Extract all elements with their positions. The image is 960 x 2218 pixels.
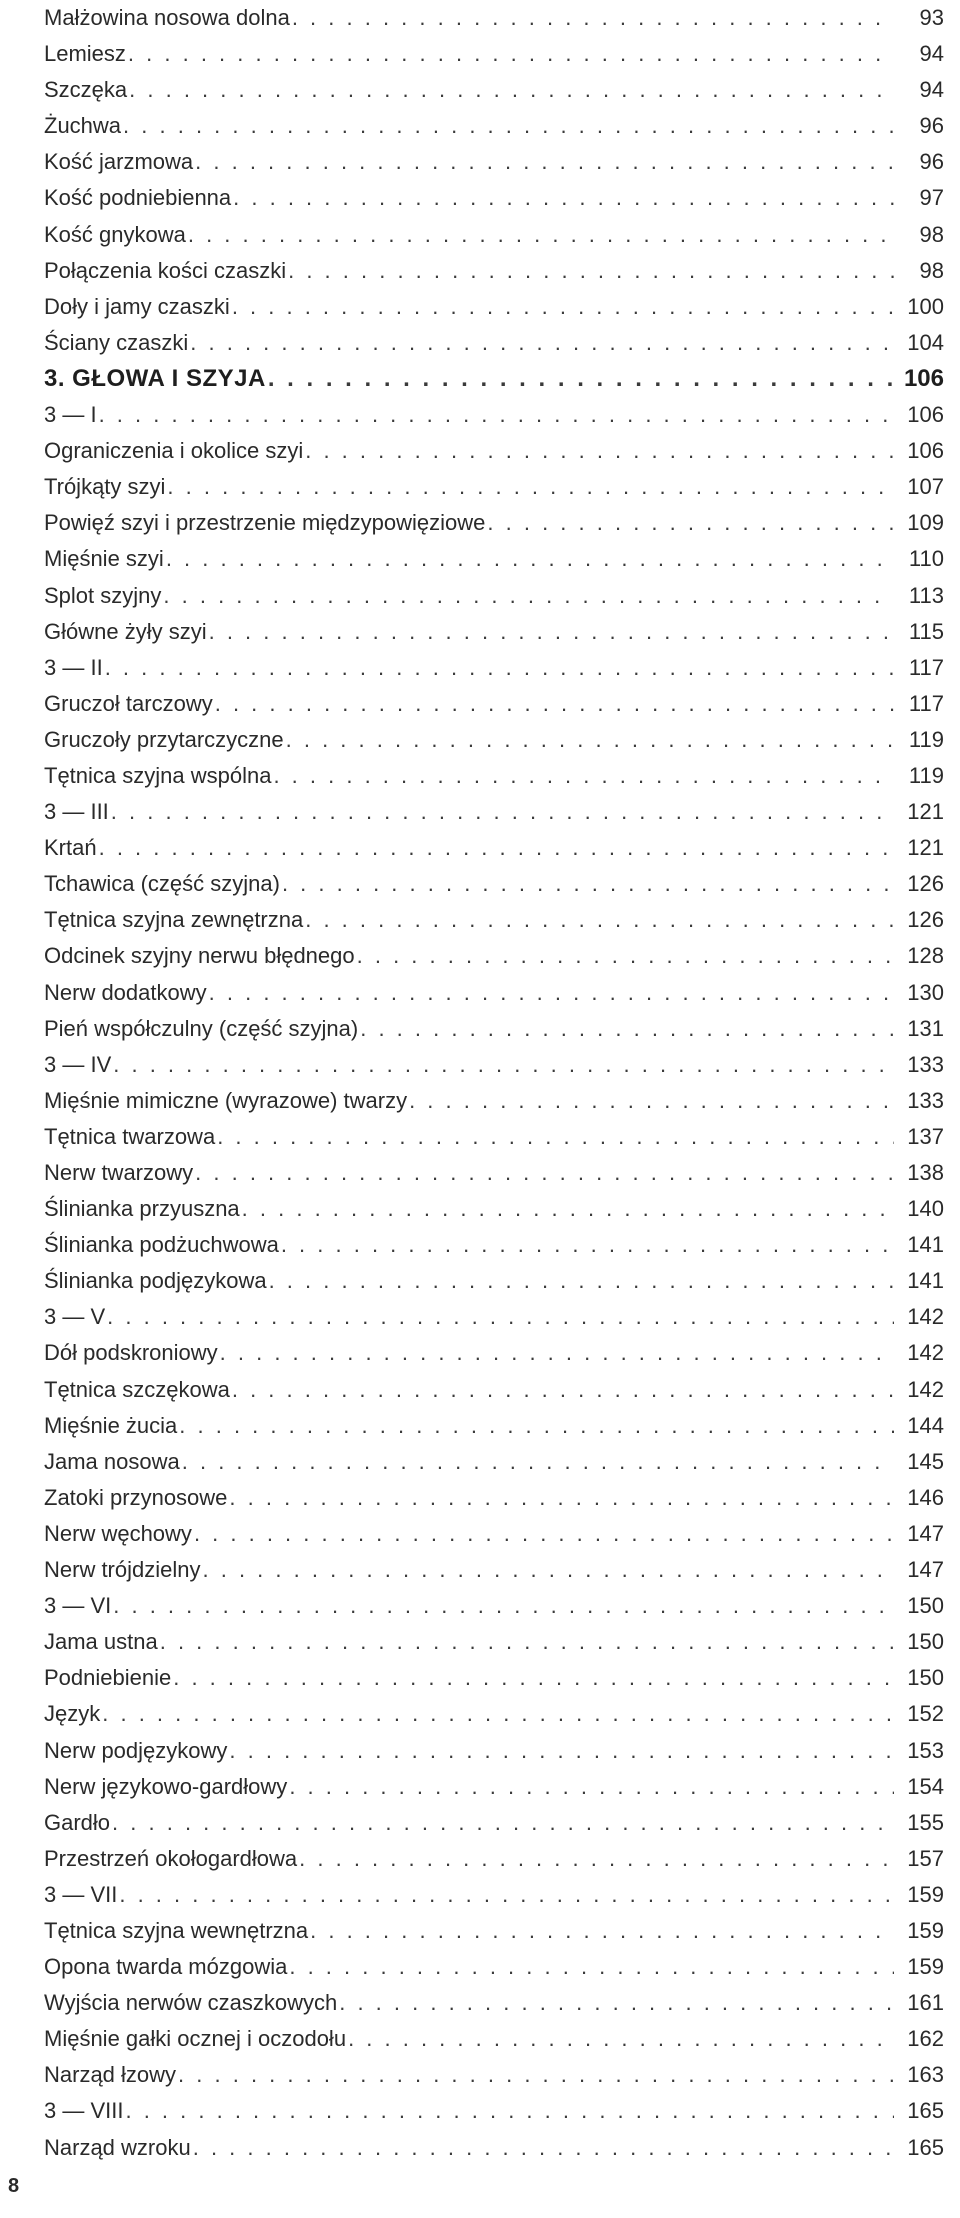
toc-entry-title: 3 — I	[44, 402, 97, 428]
toc-entry-title: Tętnica szyjna wewnętrzna	[44, 1917, 309, 1943]
toc-entry-title: Główne żyły szyi	[44, 618, 207, 644]
toc-entry-page: 165	[907, 2134, 944, 2160]
toc-entry-page: 131	[907, 1015, 944, 1041]
toc-entry-title: Nerw dodatkowy	[44, 979, 207, 1005]
dot-leader	[273, 758, 894, 794]
toc-entry-title: Mięśnie mimiczne (wyrazowe) twarzy	[44, 1087, 408, 1113]
toc-entry-page: 162	[907, 2026, 944, 2052]
dot-leader	[217, 1119, 894, 1155]
dot-leader	[125, 2093, 894, 2129]
toc-entry-title: Narząd wzroku	[44, 2134, 191, 2160]
dot-leader	[119, 1877, 894, 1913]
toc-entry-title: Krtań	[44, 835, 97, 861]
toc-entry	[44, 1480, 944, 1516]
toc-entry-page: 96	[919, 149, 944, 175]
toc-entry-page: 121	[907, 799, 944, 825]
toc-entry-page: 141	[907, 1232, 944, 1258]
toc-entry-page: 150	[907, 1629, 944, 1655]
dot-leader	[360, 1011, 894, 1047]
toc-entry	[44, 1733, 944, 1769]
toc-entry-page: 97	[919, 185, 944, 211]
toc-entry-page: 110	[908, 546, 944, 572]
toc-entry-title: Język	[44, 1701, 101, 1727]
toc-entry	[44, 902, 944, 938]
toc-entry	[44, 650, 944, 686]
toc-entry-page: 96	[919, 113, 944, 139]
toc-entry	[44, 1588, 944, 1624]
dot-leader	[288, 253, 894, 289]
dot-leader	[112, 1805, 894, 1841]
toc-entry-title: Mięśnie żucia	[44, 1412, 178, 1438]
dot-leader	[203, 1552, 895, 1588]
toc-entry-title: Szczęka	[44, 77, 128, 103]
toc-entry-page: 106	[907, 438, 944, 464]
toc-entry	[44, 144, 944, 180]
toc-entry	[44, 1155, 944, 1191]
toc-entry-title: Zatoki przynosowe	[44, 1484, 228, 1510]
toc-entry-page: 145	[907, 1448, 944, 1474]
toc-entry	[44, 722, 944, 758]
toc-entry-page: 141	[907, 1268, 944, 1294]
toc-entry-page: 126	[907, 871, 944, 897]
toc-entry-title: Podniebienie	[44, 1665, 172, 1691]
toc-entry-page: 153	[907, 1737, 944, 1763]
toc-entry-page: 119	[908, 762, 944, 788]
toc-entry-title: Przestrzeń okołogardłowa	[44, 1845, 298, 1871]
dot-leader	[107, 1299, 894, 1335]
toc-entry	[44, 1335, 944, 1371]
toc-entry	[44, 938, 944, 974]
toc-entry	[44, 1985, 944, 2021]
table-of-contents	[44, 0, 944, 2166]
toc-entry-page: 117	[908, 654, 944, 680]
toc-entry-title: Nerw podjęzykowy	[44, 1737, 228, 1763]
toc-entry-page: 137	[907, 1123, 944, 1149]
dot-leader	[281, 1227, 894, 1263]
toc-entry-page: 152	[907, 1701, 944, 1727]
toc-entry-page: 147	[907, 1557, 944, 1583]
toc-entry-page: 133	[907, 1087, 944, 1113]
toc-entry	[44, 1083, 944, 1119]
dot-leader	[348, 2021, 894, 2057]
toc-entry-title: Pień współczulny (część szyjna)	[44, 1015, 359, 1041]
toc-entry-page: 117	[908, 690, 944, 716]
dot-leader	[233, 180, 894, 216]
page-number: 8	[8, 2175, 20, 2197]
dot-leader	[179, 1408, 894, 1444]
toc-entry-title: Mięśnie gałki ocznej i oczodołu	[44, 2026, 347, 2052]
toc-entry-page: 119	[908, 726, 944, 752]
toc-entry-page: 146	[907, 1484, 944, 1510]
toc-entry-title: Gardło	[44, 1809, 111, 1835]
toc-entry-title: Małżowina nosowa dolna	[44, 5, 290, 30]
toc-entry-title: Gruczoły przytarczyczne	[44, 726, 284, 752]
toc-entry	[44, 1841, 944, 1877]
toc-entry-title: 3 — III	[44, 799, 109, 825]
toc-entry-title: Kość gnykowa	[44, 221, 186, 247]
toc-entry-page: 150	[907, 1593, 944, 1619]
toc-entry-title: Nerw językowo-gardłowy	[44, 1773, 288, 1799]
toc-entry	[44, 866, 944, 902]
dot-leader	[102, 1696, 894, 1732]
toc-entry	[44, 975, 944, 1011]
dot-leader	[160, 1624, 894, 1660]
toc-entry-page: 147	[907, 1520, 944, 1546]
dot-leader	[99, 830, 894, 866]
toc-entry-page: 133	[907, 1051, 944, 1077]
toc-entry-title: Mięśnie szyi	[44, 546, 164, 572]
toc-entry-title: Żuchwa	[44, 113, 122, 139]
dot-leader	[128, 36, 894, 72]
toc-entry	[44, 1552, 944, 1588]
dot-leader	[229, 1733, 894, 1769]
toc-entry-page: 104	[907, 329, 944, 355]
toc-entry	[44, 1119, 944, 1155]
dot-leader	[289, 1949, 894, 1985]
dot-leader	[111, 794, 894, 830]
toc-entry-title: 3 — V	[44, 1304, 106, 1330]
toc-entry	[44, 1624, 944, 1660]
toc-entry	[44, 1913, 944, 1949]
toc-entry	[44, 505, 944, 541]
toc-entry-page: 159	[907, 1917, 944, 1943]
toc-entry-page: 161	[907, 1990, 944, 2016]
toc-entry	[44, 253, 944, 289]
dot-leader	[282, 866, 894, 902]
toc-entry	[44, 1011, 944, 1047]
toc-entry-title: Ślinianka podżuchwowa	[44, 1232, 279, 1258]
toc-entry-title: Doły i jamy czaszki	[44, 293, 230, 319]
dot-leader	[195, 144, 894, 180]
dot-leader	[163, 578, 894, 614]
dot-leader	[292, 0, 894, 36]
dot-leader	[305, 902, 894, 938]
dot-leader	[286, 722, 894, 758]
toc-entry-page: 142	[907, 1304, 944, 1330]
toc-entry-title: Jama ustna	[44, 1629, 158, 1655]
toc-entry-title: Narząd łzowy	[44, 2062, 177, 2088]
toc-entry-title: Powięź szyi i przestrzenie międzypowięziowe	[44, 510, 486, 536]
toc-entry-title: 3 — VIII	[44, 2098, 124, 2124]
toc-entry-page: 159	[907, 1881, 944, 1907]
toc-entry	[44, 1191, 944, 1227]
toc-entry	[44, 0, 944, 36]
toc-entry-page: 159	[907, 1954, 944, 1980]
toc-entry-title: Tętnica szyjna wspólna	[44, 762, 272, 788]
toc-entry	[44, 2057, 944, 2093]
toc-entry	[44, 72, 944, 108]
toc-entry-title: Ściany czaszki	[44, 329, 189, 355]
toc-entry	[44, 758, 944, 794]
toc-entry	[44, 1408, 944, 1444]
toc-entry	[44, 2130, 944, 2166]
toc-entry	[44, 830, 944, 866]
toc-entry-page: 138	[907, 1160, 944, 1185]
toc-entry	[44, 433, 944, 469]
toc-entry-title: Wyjścia nerwów czaszkowych	[44, 1990, 338, 2016]
dot-leader	[178, 2057, 894, 2093]
toc-entry-title: 3 — II	[44, 654, 103, 680]
toc-entry-title: Tchawica (część szyjna)	[44, 871, 280, 897]
toc-entry-title: 3 — VI	[44, 1593, 112, 1619]
toc-entry-page: 98	[919, 257, 944, 283]
toc-entry	[44, 2093, 944, 2129]
toc-entry	[44, 469, 944, 505]
toc-entry-page: 165	[907, 2098, 944, 2124]
toc-entry-page: 94	[919, 41, 944, 67]
dot-leader	[229, 1480, 894, 1516]
toc-entry-page: 157	[907, 1845, 944, 1871]
dot-leader	[310, 1913, 894, 1949]
toc-entry-page: 106	[903, 364, 944, 392]
toc-entry-page: 126	[907, 907, 944, 933]
toc-entry	[44, 1372, 944, 1408]
toc-entry	[44, 180, 944, 216]
toc-entry-page: 128	[907, 943, 944, 969]
toc-entry-page: 115	[908, 618, 944, 644]
toc-entry	[44, 1047, 944, 1083]
dot-leader	[289, 1769, 894, 1805]
toc-entry-page: 121	[907, 835, 944, 861]
dot-leader	[487, 505, 894, 541]
toc-entry	[44, 1444, 944, 1480]
toc-entry-page: 142	[907, 1376, 944, 1402]
toc-entry-page: 140	[907, 1196, 944, 1222]
dot-leader	[193, 2130, 894, 2166]
toc-entry-title: Tętnica twarzowa	[44, 1123, 216, 1149]
toc-entry-title: 3 — IV	[44, 1051, 112, 1077]
toc-entry-title: Odcinek szyjny nerwu błędnego	[44, 943, 355, 969]
toc-entry-page: 113	[908, 582, 944, 608]
dot-leader	[113, 1047, 894, 1083]
toc-entry	[44, 1227, 944, 1263]
toc-entry-page: 94	[919, 77, 944, 103]
dot-leader	[232, 289, 894, 325]
dot-leader	[166, 541, 894, 577]
toc-entry	[44, 217, 944, 253]
toc-entry	[44, 2021, 944, 2057]
toc-entry	[44, 1769, 944, 1805]
toc-entry-page: 107	[907, 474, 944, 500]
toc-entry	[44, 1696, 944, 1732]
toc-entry	[44, 36, 944, 72]
toc-entry-page: 163	[907, 2062, 944, 2088]
dot-leader	[232, 1372, 894, 1408]
dot-leader	[269, 1263, 894, 1299]
toc-entry-title: 3 — VII	[44, 1881, 118, 1907]
dot-leader	[194, 1516, 894, 1552]
dot-leader	[182, 1444, 894, 1480]
toc-entry	[44, 325, 944, 361]
toc-entry-title: Kość jarzmowa	[44, 149, 194, 175]
dot-leader	[190, 325, 894, 361]
dot-leader	[220, 1335, 894, 1371]
toc-entry-page: 154	[907, 1773, 944, 1799]
toc-entry-title: Połączenia kości czaszki	[44, 257, 287, 283]
toc-entry-title: Nerw węchowy	[44, 1520, 192, 1546]
toc-entry	[44, 614, 944, 650]
dot-leader	[195, 1155, 894, 1191]
dot-leader	[357, 938, 894, 974]
toc-entry-page: 106	[907, 402, 944, 428]
dot-leader	[339, 1985, 894, 2021]
dot-leader	[123, 108, 894, 144]
toc-entry	[44, 1949, 944, 1985]
dot-leader	[209, 614, 894, 650]
toc-entry-page: 98	[919, 221, 944, 247]
toc-entry	[44, 686, 944, 722]
dot-leader	[99, 397, 894, 433]
toc-entry-title: Splot szyjny	[44, 582, 162, 608]
dot-leader	[242, 1191, 894, 1227]
toc-entry	[44, 1516, 944, 1552]
toc-entry	[44, 1660, 944, 1696]
dot-leader	[268, 361, 894, 397]
dot-leader	[173, 1660, 894, 1696]
toc-entry	[44, 1805, 944, 1841]
dot-leader	[188, 217, 894, 253]
dot-leader	[299, 1841, 894, 1877]
toc-entry-page: 130	[907, 979, 944, 1005]
toc-entry	[44, 1263, 944, 1299]
toc-entry-title: 3. GŁOWA I SZYJA	[44, 364, 266, 392]
toc-entry-title: Nerw trójdzielny	[44, 1557, 201, 1583]
toc-entry	[44, 1877, 944, 1913]
dot-leader	[215, 686, 894, 722]
dot-leader	[105, 650, 894, 686]
dot-leader	[167, 469, 894, 505]
toc-entry-page: 150	[907, 1665, 944, 1691]
toc-entry-title: Nerw twarzowy	[44, 1160, 194, 1185]
toc-entry-title: Trójkąty szyi	[44, 474, 166, 500]
dot-leader	[305, 433, 894, 469]
toc-entry-page: 100	[907, 293, 944, 319]
toc-entry-page: 142	[907, 1340, 944, 1366]
toc-entry	[44, 361, 944, 397]
toc-entry-title: Gruczoł tarczowy	[44, 690, 213, 716]
toc-entry-title: Ślinianka przyuszna	[44, 1196, 240, 1222]
toc-entry-title: Lemiesz	[44, 41, 126, 67]
toc-entry	[44, 289, 944, 325]
toc-entry-title: Dół podskroniowy	[44, 1340, 218, 1366]
toc-entry-title: Ograniczenia i okolice szyi	[44, 438, 304, 464]
dot-leader	[209, 975, 894, 1011]
toc-entry-page: 109	[907, 510, 944, 536]
dot-leader	[409, 1083, 894, 1119]
toc-entry-title: Kość podniebienna	[44, 185, 232, 211]
toc-entry	[44, 397, 944, 433]
toc-entry-title: Jama nosowa	[44, 1448, 180, 1474]
toc-entry	[44, 794, 944, 830]
toc-entry-title: Ślinianka podjęzykowa	[44, 1268, 267, 1294]
toc-entry-page: 155	[907, 1809, 944, 1835]
toc-entry-title: Opona twarda mózgowia	[44, 1954, 288, 1980]
toc-entry	[44, 541, 944, 577]
dot-leader	[129, 72, 894, 108]
toc-entry-title: Tętnica szczękowa	[44, 1376, 230, 1402]
toc-entry-page: 144	[907, 1412, 944, 1438]
dot-leader	[113, 1588, 894, 1624]
toc-entry	[44, 108, 944, 144]
toc-entry-title: Tętnica szyjna zewnętrzna	[44, 907, 304, 933]
toc-entry	[44, 578, 944, 614]
toc-entry	[44, 1299, 944, 1335]
toc-entry-page: 93	[919, 5, 944, 30]
